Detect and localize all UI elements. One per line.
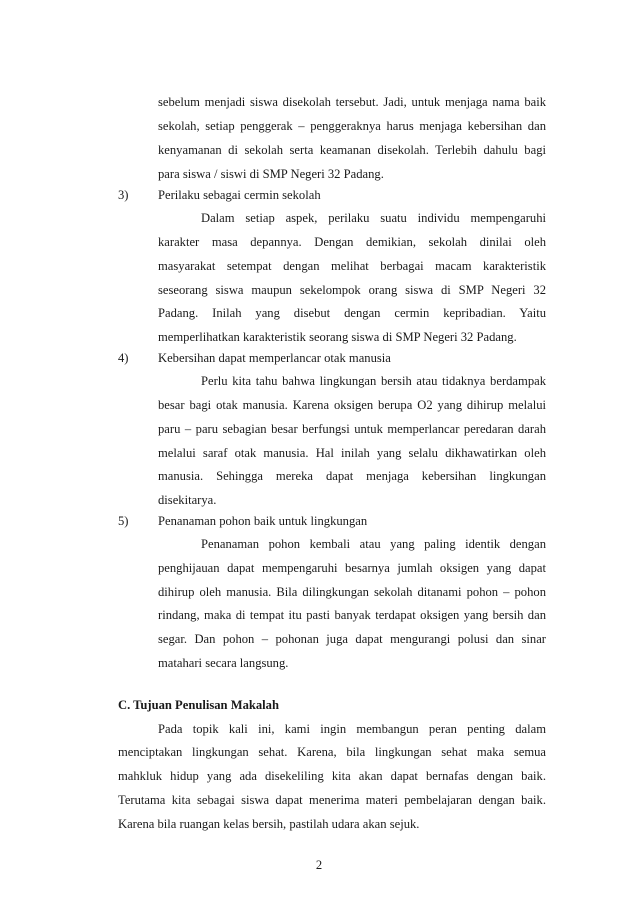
item-3-number: 3) xyxy=(118,188,129,202)
intro-line-1: sebelum menjadi siswa disekolah tersebut. Jadi, untuk menjaga nama baik xyxy=(158,95,546,109)
section-c-line-3: mahkluk hidup yang ada disekeliling kita akan dapat bernafas dengan baik. xyxy=(118,769,546,783)
item-5-line-4: rindang, maka di tempat itu pasti banyak terdapat oksigen yang bersih dan xyxy=(158,608,546,622)
item-4-title: Kebersihan dapat memperlancar otak manusia xyxy=(158,351,391,365)
item-3-line-3: masyarakat setempat dengan melihat berbagai macam karakteristik xyxy=(158,259,546,273)
section-c-line-4: Terutama kita sebagai siswa dapat menerima materi pembelajaran dengan baik. xyxy=(118,793,546,807)
intro-line-2: sekolah, setiap penggerak – penggeraknya harus menjaga kebersihan dan xyxy=(158,119,546,133)
item-4-line-3: paru – paru sebagian besar berfungsi untuk memperlancar peredaran darah xyxy=(158,422,546,436)
item-5-line-3: dihirup oleh manusia. Bila dilingkungan sekolah ditanami pohon – pohon xyxy=(158,585,546,599)
item-5-line-6: matahari secara langsung. xyxy=(158,656,289,670)
item-4-line-5: manusia. Sehingga mereka dapat menjaga kebersihan lingkungan xyxy=(158,469,546,483)
item-3-line-6: memperlihatkan karakteristik seorang siswa di SMP Negeri 32 Padang. xyxy=(158,330,517,344)
item-3-line-1: Dalam setiap aspek, perilaku suatu individu mempengaruhi xyxy=(201,211,546,225)
item-3-line-2: karakter masa depannya. Dengan demikian, sekolah dinilai oleh xyxy=(158,235,546,249)
item-5-title: Penanaman pohon baik untuk lingkungan xyxy=(158,514,368,528)
item-5-line-1: Penanaman pohon kembali atau yang paling identik dengan xyxy=(201,537,546,551)
section-c-line-5: Karena bila ruangan kelas bersih, pastilah udara akan sejuk. xyxy=(118,817,420,831)
item-4-number: 4) xyxy=(118,351,129,365)
intro-line-3: kenyamanan di sekolah serta keamanan disekolah. Terlebih dahulu bagi xyxy=(158,143,546,157)
item-3-line-5: Padang. Inilah yang disebut dengan cermin kepribadian. Yaitu xyxy=(158,306,546,320)
item-3-line-4: seseorang siswa maupun sekelompok orang siswa di SMP Negeri 32 xyxy=(158,283,546,297)
item-5-line-5: segar. Dan pohon – pohonan juga dapat mengurangi polusi dan sinar xyxy=(158,632,546,646)
section-c-heading: C. Tujuan Penulisan Makalah xyxy=(118,698,279,712)
item-4-line-4: melalui saraf otak manusia. Hal inilah yang selalu dikhawatirkan oleh xyxy=(158,446,546,460)
item-5-number: 5) xyxy=(118,514,129,528)
item-5-line-2: penghijauan dapat mempengaruhi besarnya jumlah oksigen yang dapat xyxy=(158,561,546,575)
section-c-line-2: menciptakan lingkungan sehat. Karena, bila lingkungan sehat maka semua xyxy=(118,745,546,759)
page-number: 2 xyxy=(315,858,323,872)
item-4-line-2: besar bagi otak manusia. Karena oksigen berupa O2 yang dihirup melalui xyxy=(158,398,546,412)
intro-line-4: para siswa / siswi di SMP Negeri 32 Padang. xyxy=(158,167,384,181)
item-4-line-6: disekitarya. xyxy=(158,493,217,507)
item-3-title: Perilaku sebagai cermin sekolah xyxy=(158,188,321,202)
section-c-line-1: Pada topik kali ini, kami ingin membangun peran penting dalam xyxy=(158,722,546,736)
item-4-line-1: Perlu kita tahu bahwa lingkungan bersih atau tidaknya berdampak xyxy=(201,374,546,388)
